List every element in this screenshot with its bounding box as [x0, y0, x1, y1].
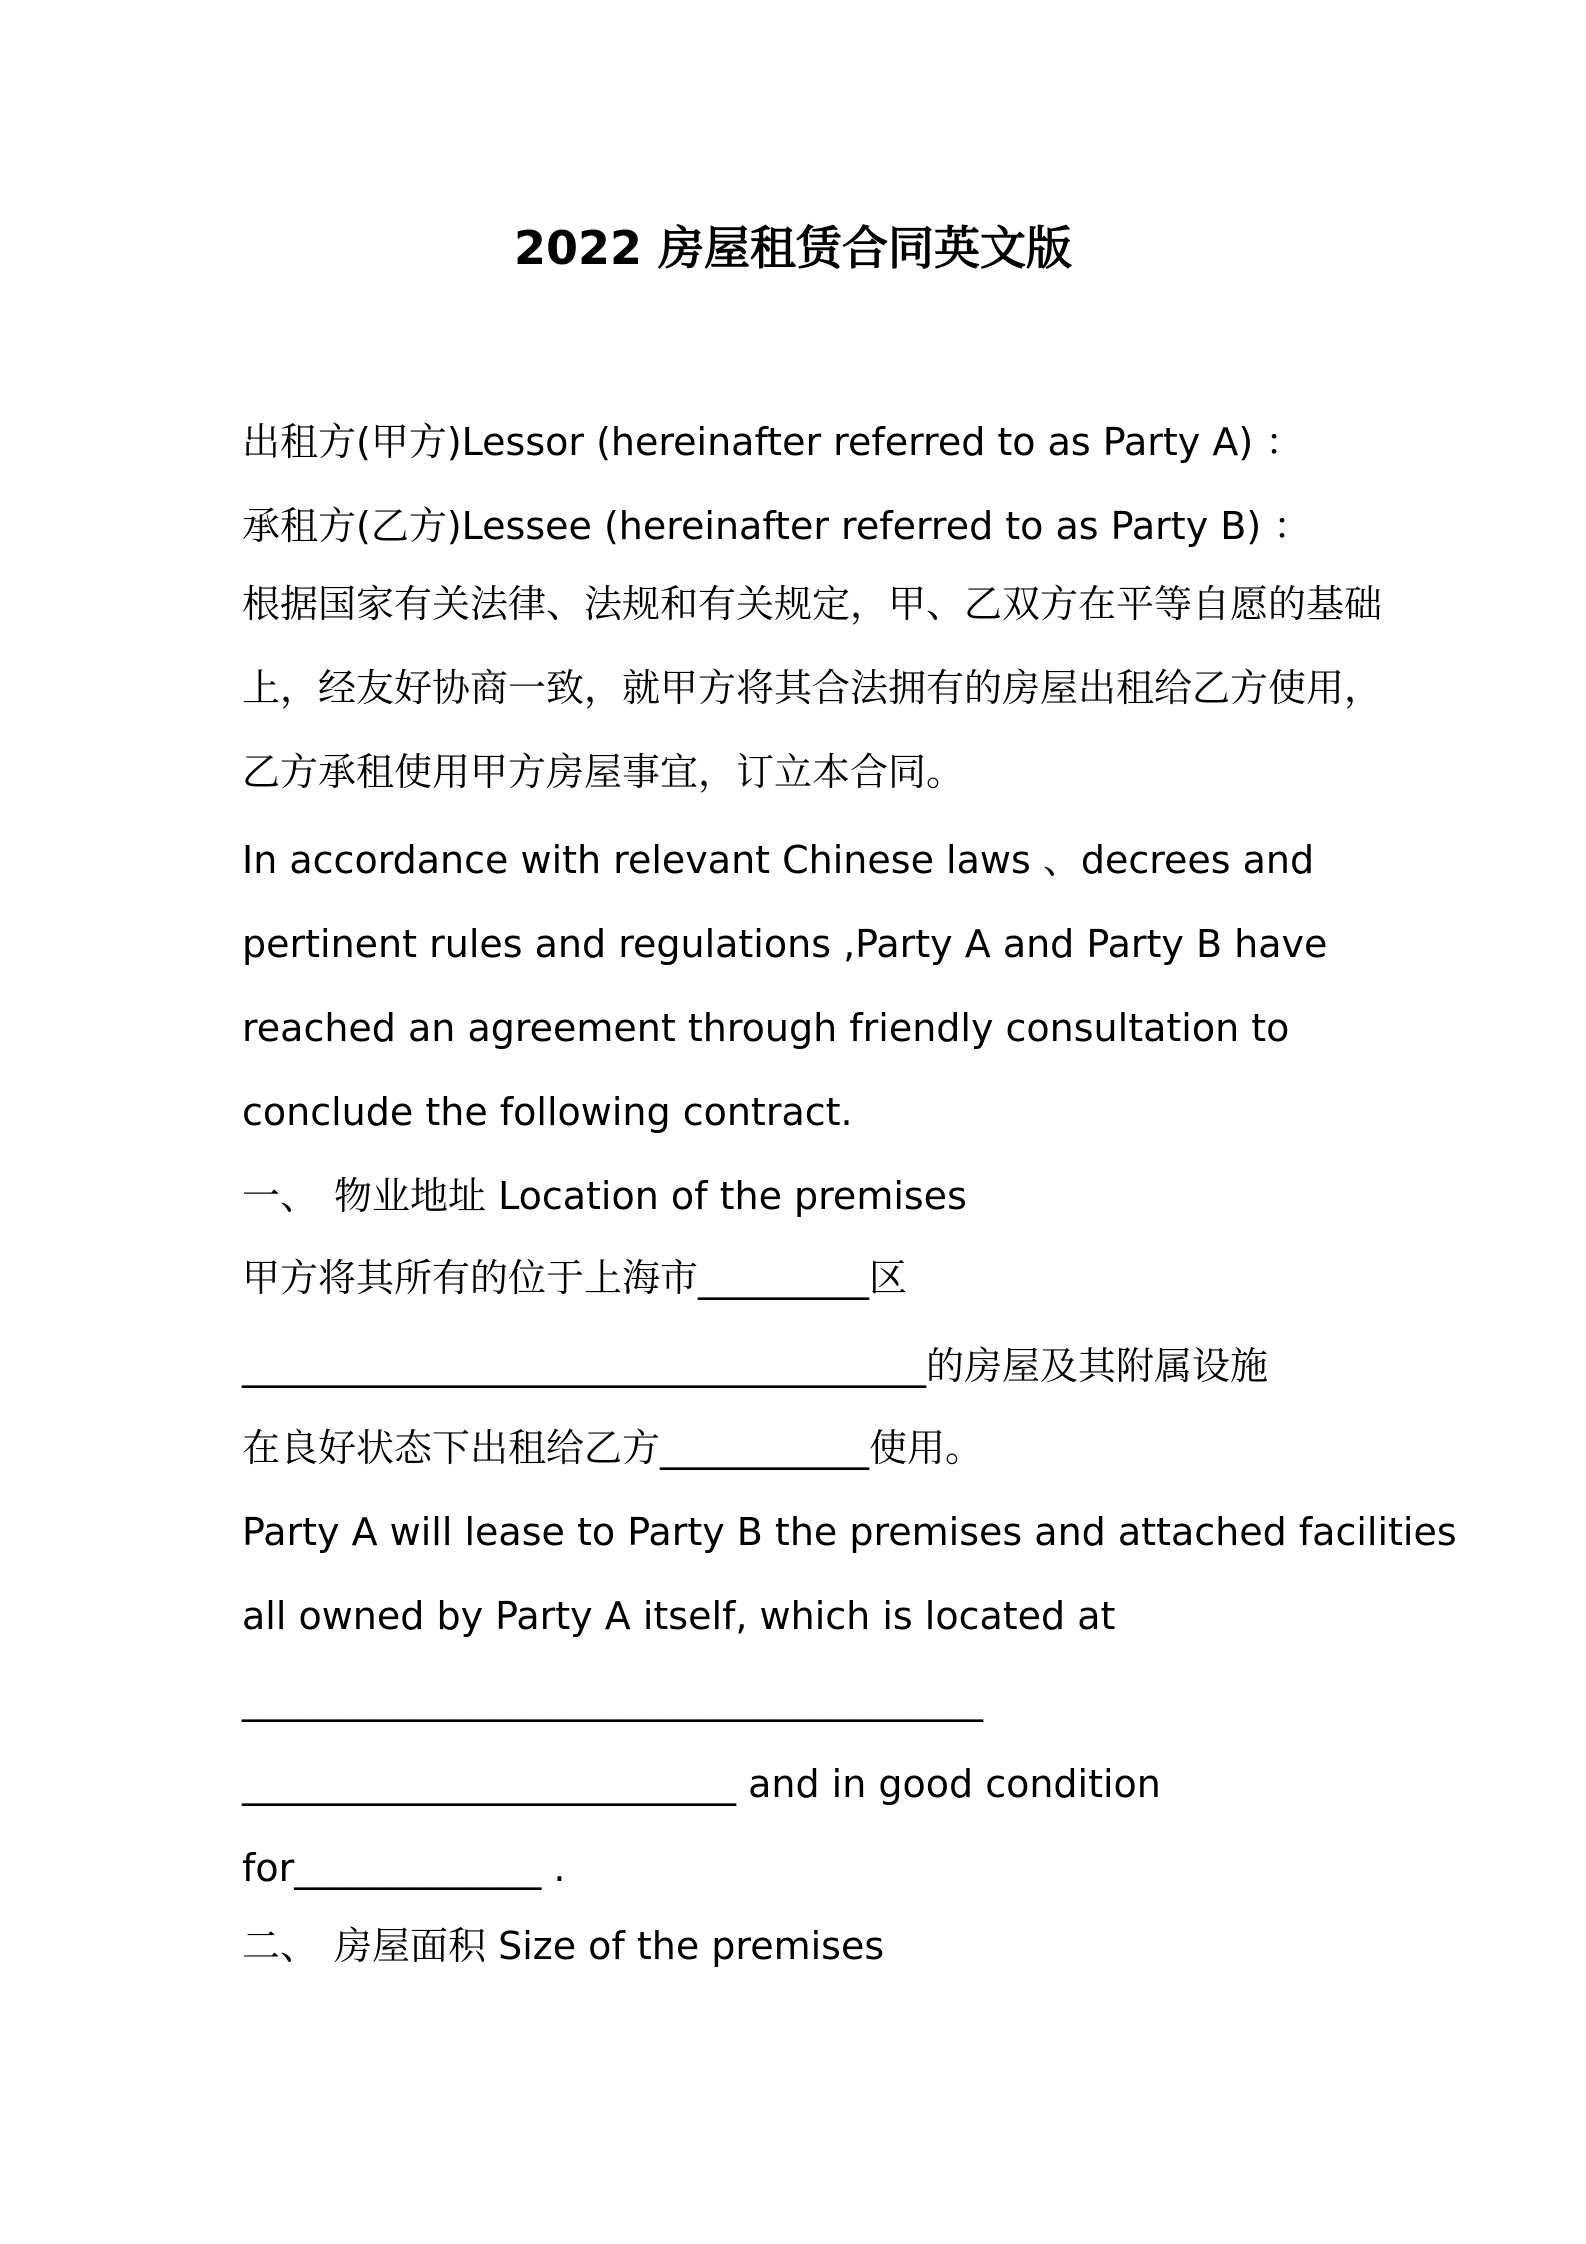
section-label: 房屋面积 Size of the premises — [334, 1924, 885, 1968]
lessee-line: 承租方(乙方)Lessee (hereinafter referred to as Party B) ： — [242, 504, 1312, 548]
paragraph-line: 根据国家有关法律、法规和有关规定，甲、乙双方在平等自愿的基础 — [242, 582, 1383, 626]
paragraph-line: __________________________ and in good condition — [242, 1762, 1161, 1806]
paragraph-line: 在良好状态下出租给乙方___________使用。 — [242, 1426, 984, 1470]
paragraph-line: In accordance with relevant Chinese laws 、decrees and — [242, 838, 1315, 882]
section-number: 二、 — [242, 1924, 319, 1968]
document-title: 2022 房屋租赁合同英文版 — [513, 221, 1073, 275]
paragraph-line: conclude the following contract. — [242, 1090, 853, 1134]
paragraph-line: all owned by Party A itself, which is located at — [242, 1594, 1116, 1638]
section-label: 物业地址 Location of the premises — [334, 1174, 967, 1218]
paragraph-line: 上，经友好协商一致，就甲方将其合法拥有的房屋出租给乙方使用， — [242, 666, 1383, 710]
blank-line: _______________________________________ — [242, 1678, 983, 1722]
section-heading-location — [242, 1168, 967, 1224]
paragraph-line: for_____________ . — [242, 1846, 566, 1890]
paragraph-line: ____________________________________的房屋及其附属设施 — [242, 1344, 1269, 1388]
paragraph-line: 乙方承租使用甲方房屋事宜，订立本合同。 — [242, 750, 965, 794]
lessor-line: 出租方(甲方)Lessor (hereinafter referred to as Party A) ： — [242, 420, 1304, 464]
paragraph-line: pertinent rules and regulations ,Party A and Party B have — [242, 922, 1328, 966]
section-heading-size — [242, 1918, 884, 1974]
paragraph-line: reached an agreement through friendly consultation to — [242, 1006, 1290, 1050]
paragraph-line: Party A will lease to Party B the premises and attached facilities — [242, 1510, 1457, 1554]
paragraph-line: 甲方将其所有的位于上海市_________区 — [242, 1256, 908, 1300]
section-number: 一、 — [242, 1174, 319, 1218]
